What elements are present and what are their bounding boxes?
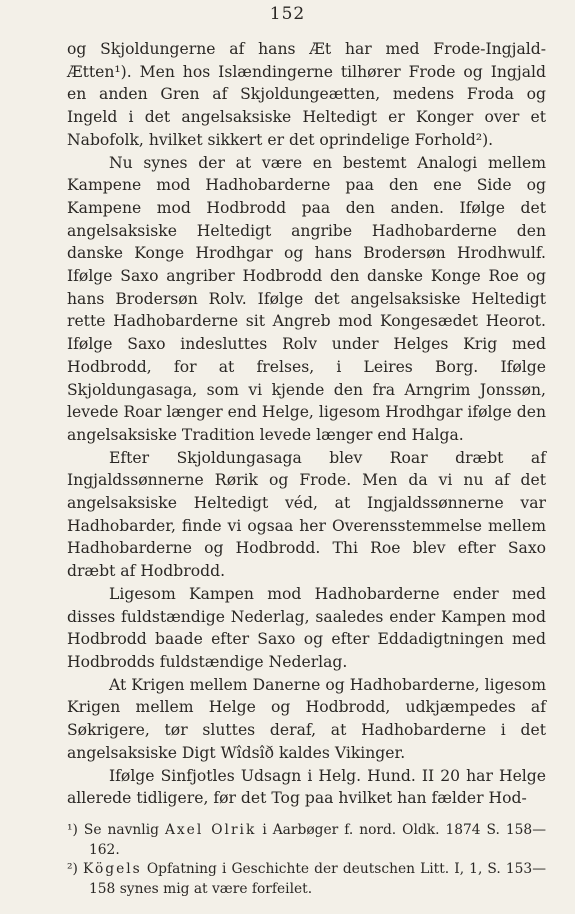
footnote-text-post: i Aarbøger f. nord. Oldk. 1874 S. 158—162. [89, 822, 546, 858]
paragraph-4: Ligesom Kampen mod Hadhobarderne ender med disses fuldstændige Nederlag, saaledes ender Kampen mod Hodbrodd baade efter Saxo og efter Eddadigtningen med Hodbrodds fuldstændige Nederlag. [67, 584, 546, 671]
footnote-author: Kögels [83, 861, 142, 877]
footnote-text-pre: Se navnlig [83, 822, 159, 838]
footnote-mark: ¹) [67, 822, 78, 838]
main-text [67, 38, 546, 810]
footnote-text-post: Opfatning i Geschichte der deutschen Litt. I, 1, S. 153—158 synes mig at være forfeilet. [89, 861, 546, 897]
paragraph-6: Ifølge Sinfjotles Udsagn i Helg. Hund. II 20 har Helge allerede tidligere, før det Tog paa hvilket han fælder Hod- [67, 766, 546, 808]
footnotes [67, 821, 546, 899]
footnote-2 [67, 860, 546, 899]
footnote-mark: ²) [67, 861, 78, 877]
footnote-author: Axel Olrik [164, 822, 257, 838]
footnote-1 [67, 821, 546, 860]
paragraph-5: At Krigen mellem Danerne og Hadhobarderne, ligesom Krigen mellem Helge og Hodbrodd, udkjæmpedes af Søkrigere, tør sluttes deraf, at Hadhobarderne i det angelsaksiske Digt Wîdsîð kaldes Vikinger. [67, 675, 546, 762]
paragraph-3: Efter Skjoldungasaga blev Roar dræbt af Ingjaldssønnerne Rørik og Frode. Men da vi nu af det angelsaksiske Heltedigt véd, at Ingjaldssønnerne var Hadhobarder, finde vi ogsaa her Overensstemmelse mellem Hadhobarderne og Hodbrodd. Thi Roe blev efter Saxo dræbt af Hodbrodd. [67, 448, 546, 581]
paragraph-2: Nu synes der at være en bestemt Analogi mellem Kampene mod Hadhobarderne paa den ene Side og Kampene mod Hodbrodd paa den anden. Ifølge det angelsaksiske Heltedigt angribe Hadhobarderne den danske Konge Hrodhgar og hans Brodersøn Hrodhwulf. Ifølge Saxo angriber Hodbrodd den danske Konge Roe og hans Brodersøn Rolv. Ifølge det angelsaksiske Heltedigt rette Hadhobarderne sit Angreb mod Kongesædet Heorot. Ifølge Saxo indesluttes Rolv under Helges Krig med Hodbrodd, for at frelses, i Leires Borg. Ifølge Skjoldungasaga, som vi kjende den fra Arngrim Jonssøn, levede Roar længer end Helge, ligesom Hrodhgar ifølge den angelsaksiske Tradition levede længer end Halga. [67, 153, 546, 444]
page-number: 152 [269, 4, 306, 24]
paragraph-1: og Skjoldungerne af hans Æt har med Frode-Ingjald-Ætten¹). Men hos Islændingerne tilhører Frode og Ingjald en anden Gren af Skjoldungeætten, medens Froda og Ingeld i det angelsaksiske Heltedigt er Konger over et Nabofolk, hvilket sikkert er det oprindelige Forhold²). [67, 40, 546, 149]
